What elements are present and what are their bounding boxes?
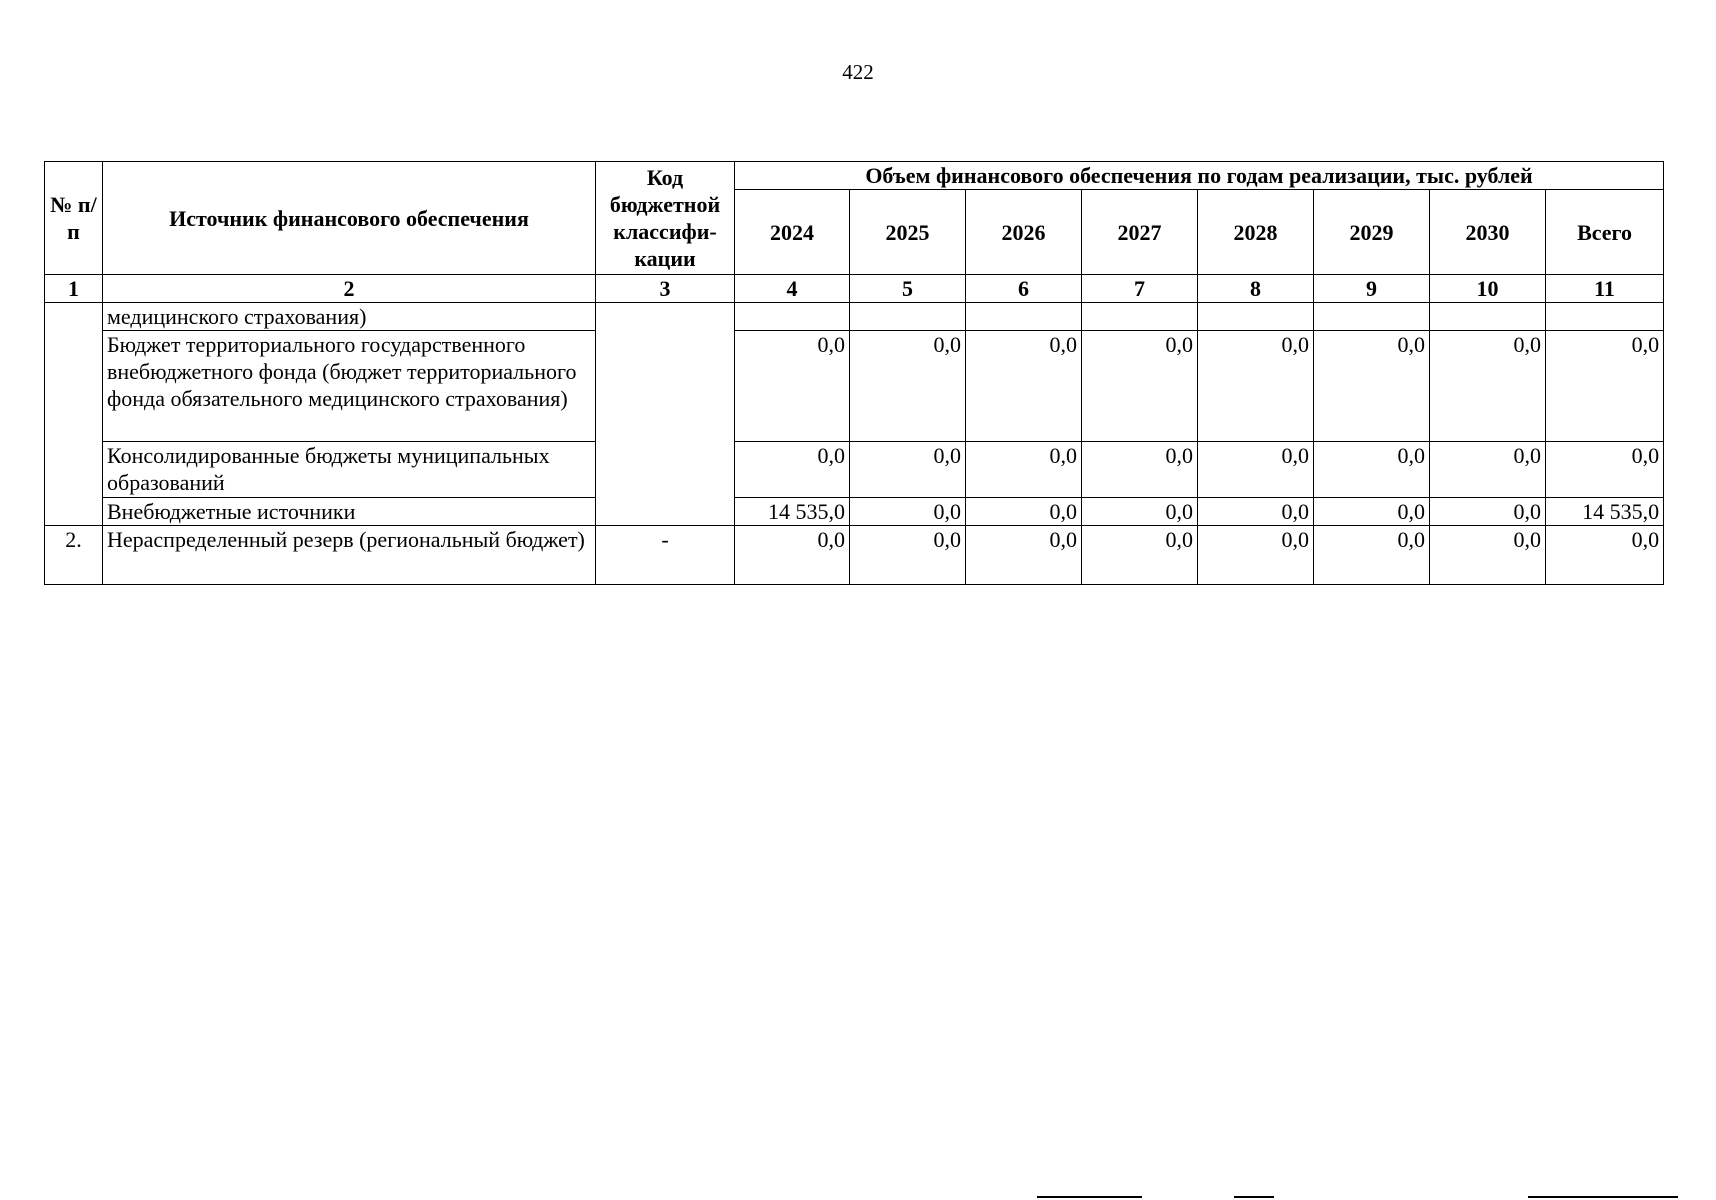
value-cell: 0,0: [1430, 498, 1546, 526]
column-number: 9: [1314, 275, 1430, 303]
column-number: 6: [966, 275, 1082, 303]
row-number: [45, 303, 103, 526]
source-cell: Бюджет территориального государственного внебюджетного фонда (бюджет территориального фонда обязательного медицинского страхования): [103, 331, 596, 442]
header-year: 2027: [1082, 190, 1198, 275]
source-cell: медицинского страхования): [103, 303, 596, 331]
value-cell: 0,0: [966, 498, 1082, 526]
code-cell: [596, 303, 735, 526]
value-cell: 0,0: [1430, 526, 1546, 585]
source-cell: Внебюджетные источники: [103, 498, 596, 526]
value-cell: 0,0: [850, 498, 966, 526]
value-cell: [1198, 303, 1314, 331]
column-number: 10: [1430, 275, 1546, 303]
value-cell: 0,0: [735, 331, 850, 442]
value-cell: [966, 303, 1082, 331]
table-row: [45, 498, 1664, 526]
header-year: 2024: [735, 190, 850, 275]
column-number: 1: [45, 275, 103, 303]
header-year: 2025: [850, 190, 966, 275]
header-year: 2028: [1198, 190, 1314, 275]
value-cell: [1546, 303, 1664, 331]
code-cell: -: [596, 526, 735, 585]
value-cell: 14 535,0: [735, 498, 850, 526]
row-number: 2.: [45, 526, 103, 585]
header-source: Источник финансового обеспечения: [103, 162, 596, 275]
header-volume-group: Объем финансового обеспечения по годам реализации, тыс. рублей: [735, 162, 1664, 190]
scan-artifact-line: [1528, 1196, 1678, 1198]
value-cell: [735, 303, 850, 331]
source-cell: Нераспределенный резерв (региональный бюджет): [103, 526, 596, 585]
value-cell: 0,0: [1082, 331, 1198, 442]
table-row: [45, 526, 1664, 585]
value-cell: 0,0: [966, 331, 1082, 442]
value-cell: 0,0: [1198, 442, 1314, 498]
page-number: 422: [842, 60, 874, 84]
scan-artifact-line: [1037, 1196, 1142, 1198]
column-number: 5: [850, 275, 966, 303]
value-cell: 0,0: [1314, 442, 1430, 498]
table-row: [45, 331, 1664, 442]
table-row: [45, 442, 1664, 498]
header-year: 2030: [1430, 190, 1546, 275]
value-cell: 0,0: [850, 442, 966, 498]
value-cell: 0,0: [1198, 331, 1314, 442]
value-cell: 0,0: [735, 526, 850, 585]
value-cell: 0,0: [1546, 526, 1664, 585]
value-cell: 0,0: [1546, 331, 1664, 442]
scan-artifact-line: [1234, 1196, 1274, 1198]
value-cell: [1314, 303, 1430, 331]
column-number: 4: [735, 275, 850, 303]
value-cell: 0,0: [850, 331, 966, 442]
financing-table: [44, 161, 1664, 585]
source-cell: Консолидированные бюджеты муниципальных образований: [103, 442, 596, 498]
header-total: Всего: [1546, 190, 1664, 275]
value-cell: 0,0: [1430, 331, 1546, 442]
value-cell: 0,0: [735, 442, 850, 498]
column-number: 2: [103, 275, 596, 303]
header-year: 2029: [1314, 190, 1430, 275]
column-number: 7: [1082, 275, 1198, 303]
value-cell: 0,0: [966, 442, 1082, 498]
value-cell: [1430, 303, 1546, 331]
value-cell: 0,0: [1198, 498, 1314, 526]
value-cell: 0,0: [1082, 498, 1198, 526]
header-num: № п/п: [45, 162, 103, 275]
value-cell: 0,0: [966, 526, 1082, 585]
value-cell: 0,0: [1314, 498, 1430, 526]
value-cell: 0,0: [1546, 442, 1664, 498]
value-cell: [850, 303, 966, 331]
column-number: 11: [1546, 275, 1664, 303]
header-code: Код бюджетной классифи-кации: [596, 162, 735, 275]
value-cell: 0,0: [1082, 442, 1198, 498]
value-cell: 0,0: [1430, 442, 1546, 498]
column-number: 8: [1198, 275, 1314, 303]
table-row: [45, 303, 1664, 331]
column-number: 3: [596, 275, 735, 303]
value-cell: 0,0: [1314, 526, 1430, 585]
value-cell: 14 535,0: [1546, 498, 1664, 526]
value-cell: [1082, 303, 1198, 331]
header-year: 2026: [966, 190, 1082, 275]
value-cell: 0,0: [1314, 331, 1430, 442]
value-cell: 0,0: [1198, 526, 1314, 585]
value-cell: 0,0: [850, 526, 966, 585]
value-cell: 0,0: [1082, 526, 1198, 585]
